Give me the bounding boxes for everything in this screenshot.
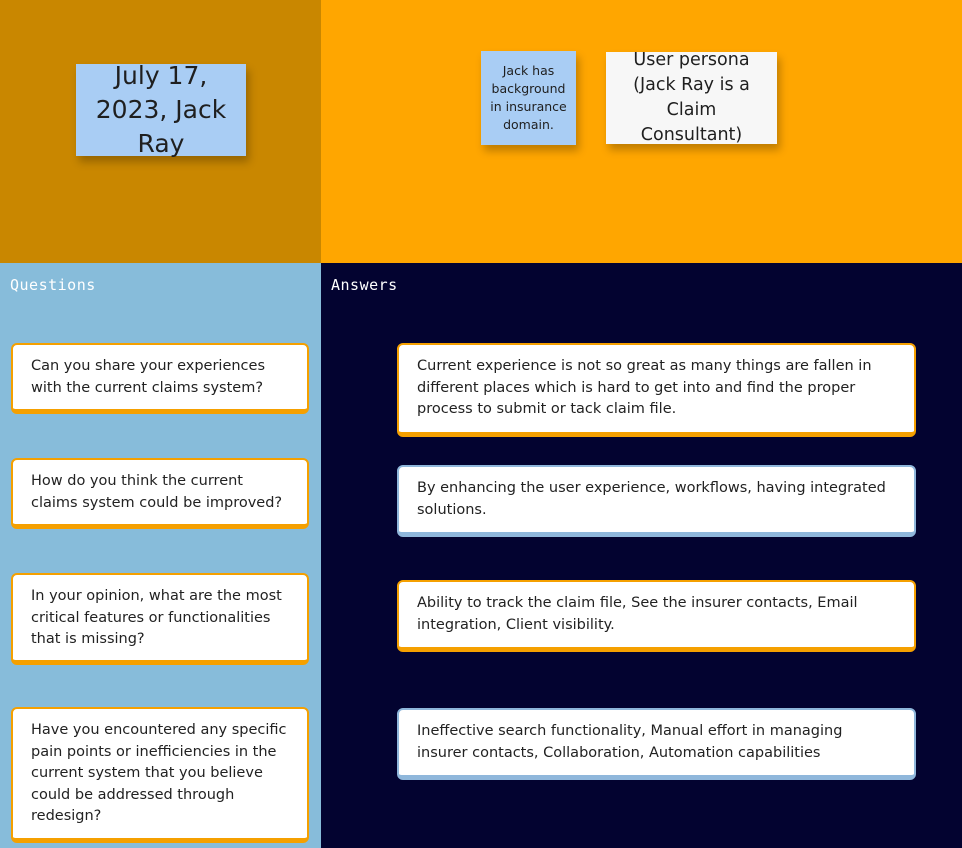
answer-card[interactable] xyxy=(397,465,916,537)
persona-sticky-text: User persona (Jack Ray is a Claim Consultant) xyxy=(633,50,750,145)
date-sticky-note[interactable] xyxy=(76,61,246,158)
question-text: Have you encountered any specific pain points or inefficiencies in the current system that you believe could be addressed through redesign? xyxy=(31,722,287,824)
answer-card[interactable] xyxy=(397,708,916,780)
question-card[interactable] xyxy=(11,343,309,414)
answer-card[interactable] xyxy=(397,343,916,437)
question-card[interactable] xyxy=(11,707,309,843)
question-text: How do you think the current claims system could be improved? xyxy=(31,473,283,511)
answer-text: Ineffective search functionality, Manual effort in managing insurer contacts, Collaboration, Automation capabilities xyxy=(417,723,843,761)
persona-panel xyxy=(321,0,962,263)
question-text: In your opinion, what are the most critical features or functionalities that is missing? xyxy=(31,588,282,647)
question-text: Can you share your experiences with the current claims system? xyxy=(31,358,265,396)
background-sticky-text: Jack has background in insurance domain. xyxy=(490,63,567,132)
answers-panel xyxy=(321,263,962,848)
persona-sticky-note[interactable] xyxy=(606,52,777,144)
question-card[interactable] xyxy=(11,458,309,529)
questions-column-title: Questions xyxy=(10,276,96,294)
background-sticky-note[interactable] xyxy=(481,51,576,145)
date-panel xyxy=(0,0,321,263)
answers-column-title: Answers xyxy=(331,276,398,294)
answer-card[interactable] xyxy=(397,580,916,652)
answer-text: By enhancing the user experience, workflows, having integrated solutions. xyxy=(417,480,886,518)
date-sticky-text: July 17, 2023, Jack Ray xyxy=(95,61,227,158)
answer-text: Ability to track the claim file, See the insurer contacts, Email integration, Client visibility. xyxy=(417,595,858,633)
answer-text: Current experience is not so great as many things are fallen in different places which is hard to get into and find the proper process to submit or tack claim file. xyxy=(417,358,872,417)
question-card[interactable] xyxy=(11,573,309,665)
questions-panel xyxy=(0,263,321,848)
